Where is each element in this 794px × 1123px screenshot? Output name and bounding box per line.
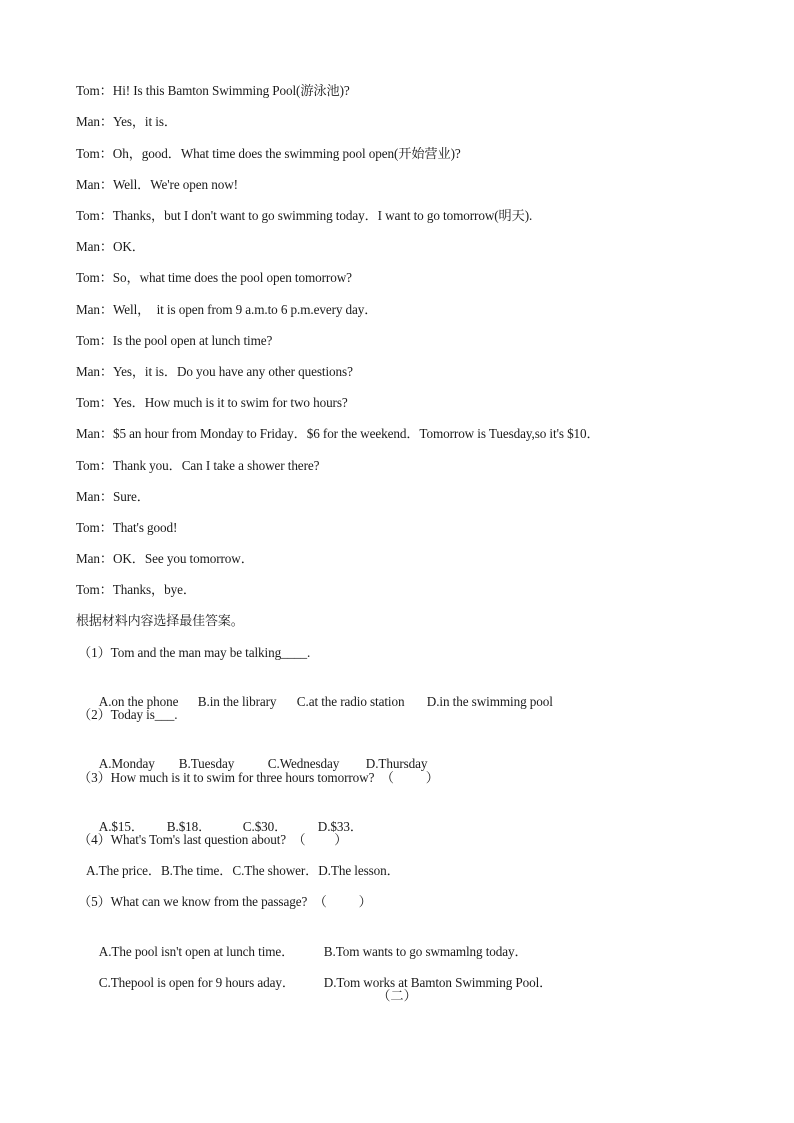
dialogue-line-1: Tom：Hi! Is this Bamton Swimming Pool(游泳池)? [76,83,350,98]
question-2-option-b: B.Tuesday [178,756,235,771]
question-5-option-d: D.Tom works at Bamton Swimming Pool． [323,975,553,990]
question-1-option-b: B.in the library [197,694,277,709]
question-5-stem: （5）What can we know from the passage? （ ） [78,894,372,909]
question-2-option-d: D.Thursday [365,756,428,771]
dialogue-line-6: Man：OK． [76,239,145,254]
question-5-option-a: A.The pool isn't open at lunch time． [98,944,295,959]
question-5-option-b: B.Tom wants to go swmamlng today． [323,944,528,959]
dialogue-line-10: Man：Yes，it is．Do you have any other questions? [76,364,353,379]
question-1-option-d: D.in the swimming pool [426,694,553,709]
dialogue-line-7: Tom：So，what time does the pool open tomorrow? [76,270,352,285]
dialogue-line-16: Man：OK．See you tomorrow． [76,551,254,566]
dialogue-line-12: Man：$5 an hour from Monday to Friday．$6 for the weekend．Tomorrow is Tuesday,so it's $10． [76,426,600,441]
instruction-text: 根据材料内容选择最佳答案。 [76,614,244,629]
dialogue-line-13: Tom：Thank you．Can I take a shower there? [76,458,320,473]
dialogue-line-5: Tom：Thanks，but I don't want to go swimming today．I want to go tomorrow(明天). [76,208,533,223]
question-3-option-b: B.$18． [166,819,212,834]
question-1-option-a: A.on the phone [98,694,179,709]
question-2-stem: （2）Today is___. [78,707,178,722]
dialogue-line-9: Tom：Is the pool open at lunch time? [76,333,273,348]
dialogue-line-3: Tom：Oh，good．What time does the swimming pool open(开始营业)? [76,146,461,161]
question-1-option-c: C.at the radio station [296,694,405,709]
question-4-options: A.The price．B.The time．C.The shower．D.The lesson． [86,863,400,878]
question-3-option-d: D.$33． [317,819,363,834]
dialogue-line-14: Man：Sure． [76,489,150,504]
question-3-stem: （3）How much is it to swim for three hours tomorrow? （ ） [78,770,439,785]
question-1-stem: （1）Tom and the man may be talking____. [78,645,311,660]
dialogue-line-17: Tom：Thanks，bye． [76,582,196,597]
question-3-option-a: A.$15． [98,819,144,834]
question-2-option-a: A.Monday [98,756,155,771]
section-number: （二） [377,988,417,1003]
question-5-option-c: C.Thepool is open for 9 hours aday． [98,975,295,990]
question-2-option-c: C.Wednesday [267,756,340,771]
dialogue-line-11: Tom：Yes．How much is it to swim for two hours? [76,395,348,410]
question-3-option-c: C.$30． [242,819,288,834]
dialogue-line-15: Tom：That's good! [76,520,178,535]
dialogue-line-2: Man：Yes，it is． [76,114,177,129]
dialogue-line-4: Man：Well．We're open now! [76,177,238,192]
dialogue-line-8: Man：Well， it is open from 9 a.m.to 6 p.m.every day． [76,302,378,317]
question-4-stem: （4）What's Tom's last question about? （ ） [78,832,348,847]
